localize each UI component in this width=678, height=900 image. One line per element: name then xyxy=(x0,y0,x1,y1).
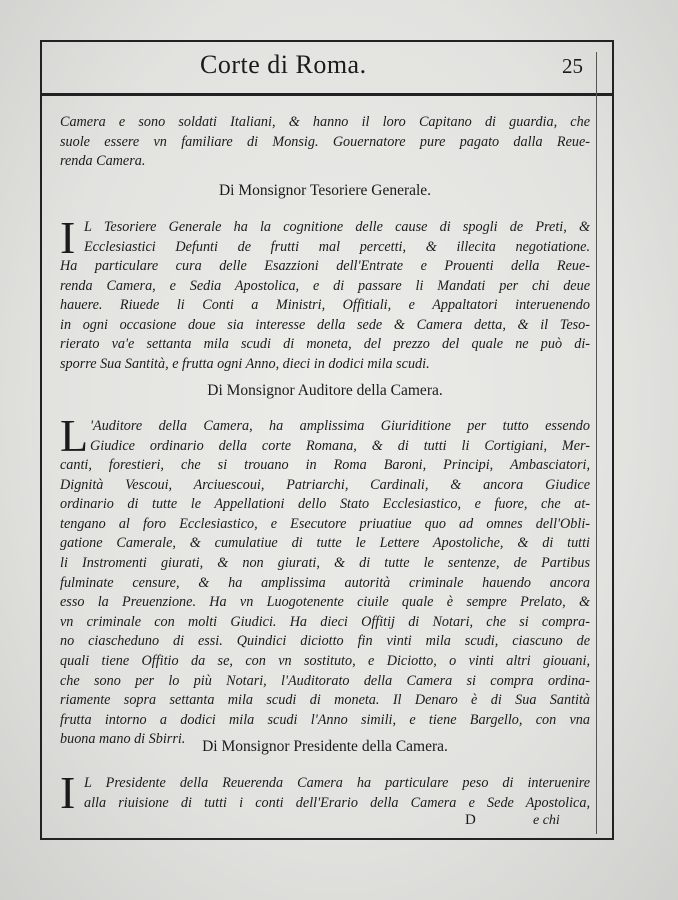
text-line: in ogni occasione doue sia interesse della sede & Camera detta, & il Teso- xyxy=(60,316,590,333)
text-line: che sono per lo più Notari, l'Auditorato della Camera si compra ordina- xyxy=(60,672,590,689)
drop-initial: L xyxy=(60,410,89,461)
text-line: Camera e sono soldati Italiani, & hanno il loro Capitano di guardia, che xyxy=(60,114,590,130)
text-line: no ciascheduno di essi. Quindici diciotto fin vinti mila scudi, ciascuno de xyxy=(60,633,590,650)
paragraph-presidente xyxy=(84,774,590,813)
text-line: rierato va'e settanta mila scudi di moneta, del prezzo del quale ne può di- xyxy=(60,336,590,353)
text-line: sporre Sua Santità, e frutta ogni Anno, dieci in dodici mila scudi. xyxy=(60,355,430,372)
text-line: renda Camera. xyxy=(60,153,146,170)
text-line: suole essere vn familiare di Monsig. Gouernatore pure pagato dalla Reue- xyxy=(60,133,590,150)
text-line: esso la Preuenzione. Ha vn Luogotenente ciuile quale è sempre Prelato, & xyxy=(60,594,590,611)
signature-mark: D xyxy=(465,812,476,828)
page-number: 25 xyxy=(562,54,583,78)
catchword: e chi xyxy=(533,813,560,828)
text-line: Giudice ordinario della corte Romana, & di tutti li Cortigiani, Mer- xyxy=(90,437,590,454)
running-title: Corte di Roma. xyxy=(200,50,367,79)
text-line: Dignità Vescoui, Arciuescoui, Patriarchi, Cardinali, & ancora Giudice xyxy=(60,476,590,493)
inner-right-rule xyxy=(596,52,597,834)
text-line: renda Camera, e Sedia Apostolica, e di passare li Mandati per chi deue xyxy=(60,277,590,294)
text-line: frutta intorno a dodici mila scudi l'Anno simili, e tiene Bargello, con vna xyxy=(60,711,590,728)
text-line: tengano al foro Ecclesiastico, e Esecutore priuatiue quo ad omnes dell'Obli- xyxy=(60,515,590,532)
text-line: Ecclesiastici Defunti de frutti mal percetti, & illecita negotiatione. xyxy=(84,238,590,255)
section-heading-presidente: Di Monsignor Presidente della Camera. xyxy=(202,738,448,755)
bottom-rule xyxy=(40,838,612,840)
section-heading-auditore: Di Monsignor Auditore della Camera. xyxy=(207,382,443,399)
text-line: L Tesoriere Generale ha la cognitione delle cause di spogli de Preti, & xyxy=(84,219,590,235)
intro-paragraph xyxy=(60,113,590,172)
text-line: vn criminale con molti Giudici. Ha dieci Offitij di Notari, che si compra- xyxy=(60,613,590,630)
text-line: 'Auditore della Camera, ha amplissima Giuriditione per tutto essendo xyxy=(90,418,590,434)
text-line: li Instromenti giurati, & non giurati, & di tutte le sentenze, de Partibus xyxy=(60,554,590,571)
text-line: canti, forestieri, che si trouano in Roma Baroni, Principi, Ambasciatori, xyxy=(60,457,590,473)
text-line: gatione Camerale, & cumulatiue di tutte le Lettere Apostoliche, & di tutti xyxy=(60,535,590,552)
header-rule xyxy=(40,93,612,96)
text-line: quali tiene Offitio da se, con vn sostituto, e Diciotto, o vinti altri giouani, xyxy=(60,652,590,669)
text-line: alla riuisione di tutti i conti dell'Erario della Camera e Sede Apostolica, xyxy=(84,794,590,811)
drop-initial: I xyxy=(60,767,76,818)
paragraph-auditore xyxy=(60,456,590,750)
text-line: buona mano di Sbirri. xyxy=(60,731,186,748)
text-line: L Presidente della Reuerenda Camera ha particulare peso di interuenire xyxy=(84,775,590,791)
text-line: hauere. Riuede li Conti a Ministri, Offitiali, e Appaltatori interuenendo xyxy=(60,297,590,314)
top-rule xyxy=(40,40,612,42)
text-line: riamente sopra settanta mila scudi di moneta. Il Denaro è di Sua Santità xyxy=(60,692,590,709)
text-line: ordinario di tutte le Appellationi dello Stato Ecclesiastico, e fuore, che at- xyxy=(60,496,590,513)
paragraph-tesoriere xyxy=(60,257,590,375)
paragraph-auditore-head xyxy=(90,417,590,456)
text-line: fulminate censure, & ha amplissima autorità criminale hauendo ancora xyxy=(60,574,590,591)
text-line: Ha particulare cura delle Esazzioni dell'Entrate e Prouenti della Reue- xyxy=(60,258,590,274)
drop-initial: I xyxy=(60,212,76,263)
section-heading-tesoriere: Di Monsignor Tesoriere Generale. xyxy=(218,182,432,199)
paragraph-tesoriere-head xyxy=(84,218,590,257)
